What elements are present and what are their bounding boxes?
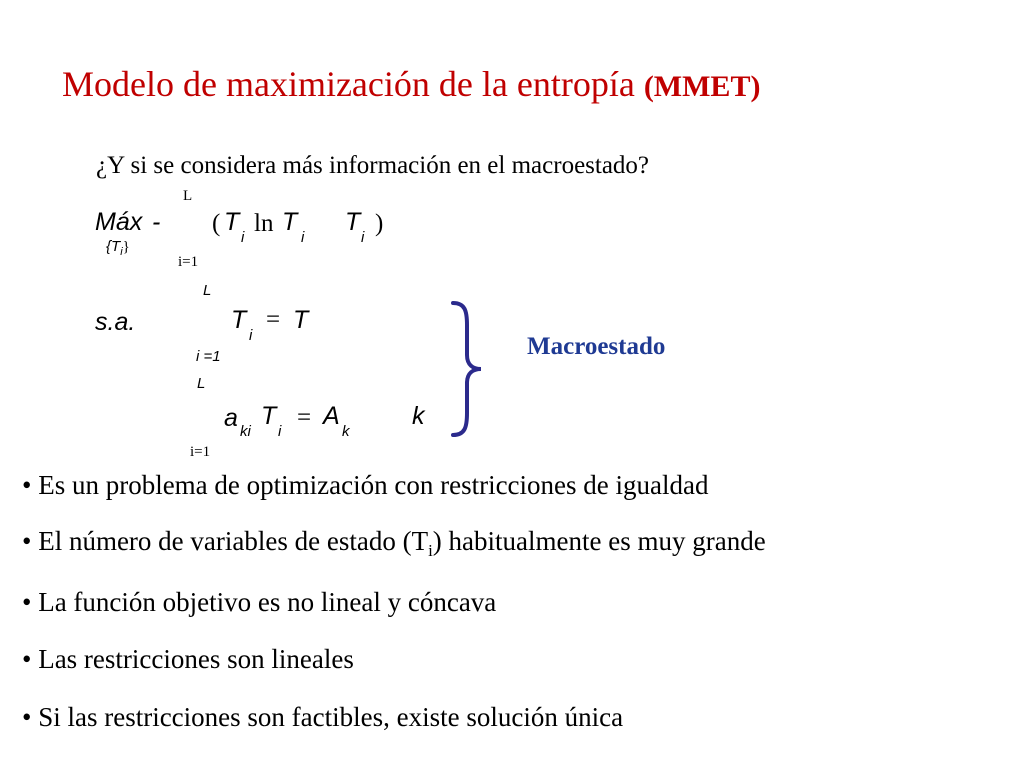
max-label: Máx xyxy=(95,208,143,236)
constraint2-sum-bottom: i=1 xyxy=(190,444,211,460)
constraint1-rhs: T xyxy=(293,306,309,334)
constraint1-sum-top: L xyxy=(203,282,212,299)
objective-close-paren: ) xyxy=(375,210,384,237)
bullet-item xyxy=(22,644,354,675)
bullet-dot: • xyxy=(22,587,32,617)
max-dash: - xyxy=(152,208,161,236)
bullet-dot: • xyxy=(22,526,32,556)
underset-close: } xyxy=(122,239,130,255)
underset-sub: i xyxy=(120,246,123,258)
constraint2-sum-top: L xyxy=(197,375,206,392)
objective-t2: T xyxy=(282,208,298,236)
max-underset xyxy=(106,238,130,258)
bullet-item xyxy=(22,702,623,733)
objective-t1: T xyxy=(224,208,240,236)
title-abbrev: (MMET) xyxy=(643,70,761,103)
title-main: Modelo de maximización de la entropía xyxy=(62,64,635,104)
underset-var: {T xyxy=(106,238,121,255)
constraint2-rhs: A xyxy=(323,402,340,430)
constraint2-a-sub: ki xyxy=(240,423,251,440)
constraint2-k: k xyxy=(412,402,425,430)
constraint2-rhs-sub: k xyxy=(342,423,350,440)
objective-t1-sub: i xyxy=(241,229,245,246)
constraint2-t: T xyxy=(261,402,277,430)
bullet-text-after: ) habitualmente es muy grande xyxy=(432,526,766,556)
objective-t3-sub: i xyxy=(361,229,365,246)
constraint2-a: a xyxy=(224,404,238,432)
bullet-item xyxy=(22,526,766,560)
sa-label: s.a. xyxy=(95,308,136,336)
bullet-item xyxy=(22,587,496,618)
question-text: ¿Y si se considera más información en el macroestado? xyxy=(96,152,650,179)
objective-open-paren: ( xyxy=(212,210,221,237)
objective-t3: T xyxy=(345,208,361,236)
bullet-subscript: i xyxy=(428,541,433,560)
constraint1-sum-bottom: i =1 xyxy=(196,348,221,365)
objective-t2-sub: i xyxy=(301,229,305,246)
bullet-dot: • xyxy=(22,702,32,732)
bullet-item xyxy=(22,470,708,501)
bullet-dot: • xyxy=(22,470,32,500)
bullet-text: Si las restricciones son factibles, existe solución única xyxy=(38,702,624,732)
slide-title xyxy=(62,66,760,102)
macroestado-label: Macroestado xyxy=(527,333,666,360)
constraint2-t-sub: i xyxy=(278,423,282,440)
constraint1-lhs-sub: i xyxy=(249,327,253,344)
objective-sum-top: L xyxy=(183,188,193,204)
constraint2-eq: = xyxy=(297,404,312,431)
objective-ln: ln xyxy=(254,210,274,237)
bullet-text: Las restricciones son lineales xyxy=(38,644,354,674)
objective-sum-bottom: i=1 xyxy=(178,254,199,270)
bullet-text: Es un problema de optimización con restricciones de igualdad xyxy=(38,470,709,500)
constraint1-eq: = xyxy=(266,306,281,333)
bullet-text: La función objetivo es no lineal y cóncava xyxy=(38,587,497,617)
bullet-dot: • xyxy=(22,644,32,674)
bullet-text: El número de variables de estado (T xyxy=(38,526,429,556)
constraint1-lhs: T xyxy=(231,306,247,334)
right-brace xyxy=(447,299,497,439)
